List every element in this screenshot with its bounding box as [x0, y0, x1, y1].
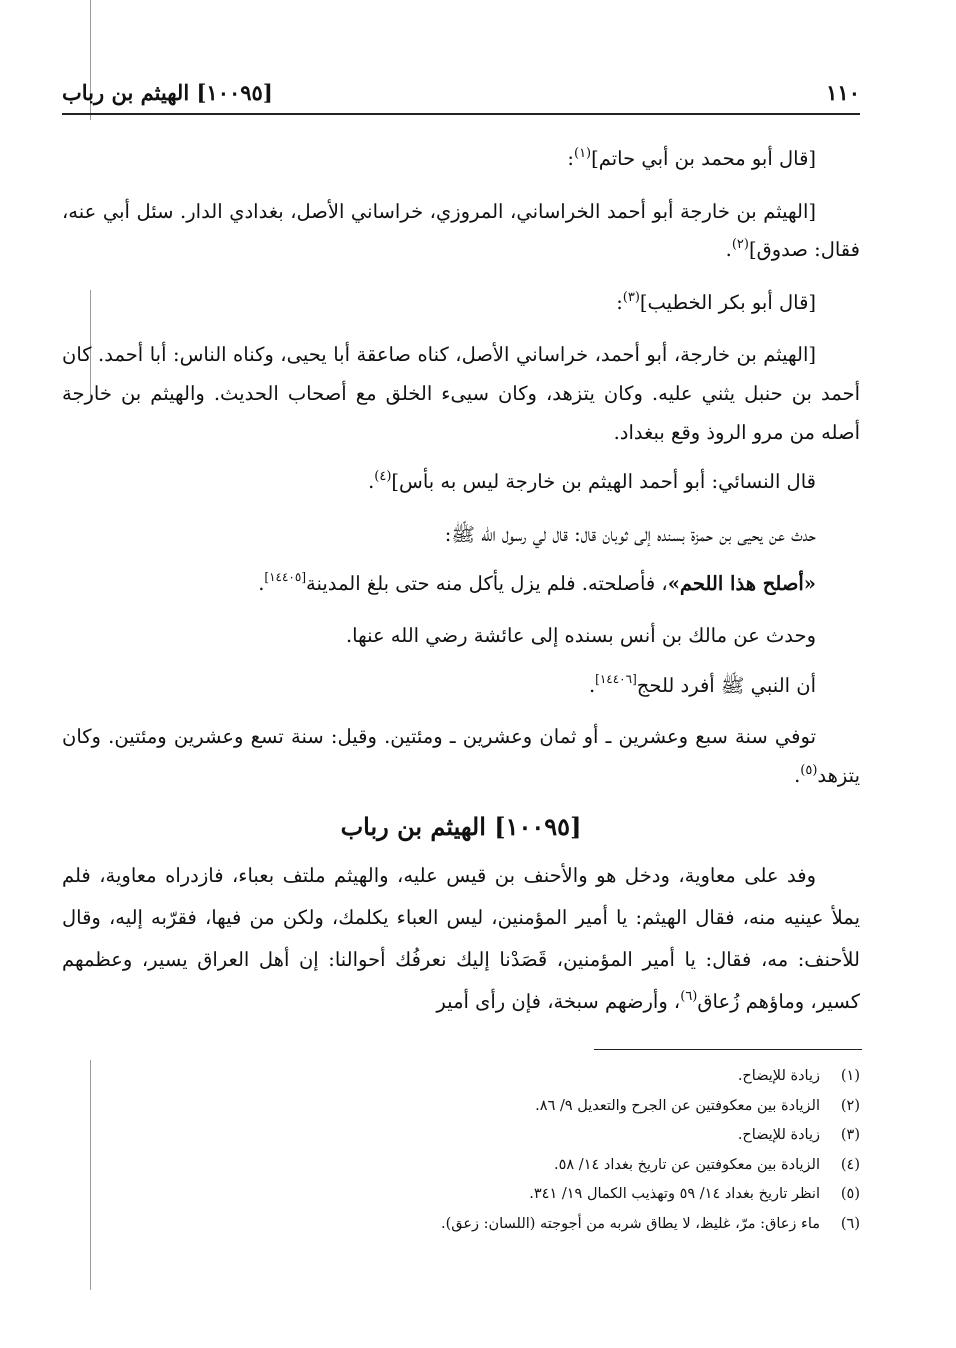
footnote [360, 1180, 860, 1210]
hadith-number: [١٤٤٠٥] [264, 570, 307, 585]
footnote-ref: (٤) [374, 469, 392, 485]
footnote-text: زيادة للإيضاح. [737, 1127, 820, 1143]
footnote-ref: (٣) [622, 289, 640, 305]
footnote-ref: (١) [573, 146, 592, 161]
section-title: [١٠٠٩٥] الهيثم بن رباب [340, 812, 582, 841]
footnote-text: الزيادة بين معكوفتين عن تاريخ بغداد ١٤/ ٥٨. [554, 1156, 820, 1173]
footnote [360, 1121, 860, 1151]
footnote-text: ماء زعاق: مرّ، غليظ، لا يطاق شربه من أجوجته (اللسان: زعق). [441, 1215, 820, 1232]
paragraph: وفد على معاوية، ودخل هو والأحنف بن قيس عليه، والهيثم ملتف بعباء، فازدراه معاوية، فلم يملأ عينيه منه، فقال الهيثم: يا أمير المؤمنين، ليس العباء يكلمك، ولكن من فيها، فقرّبه إليه، وقال للأحنف: مه، فقال: يا أمير المؤمنين، قَصَدْنا إليك نعرفُك أحوالنا: إن أهل العراق يسير، وعظمهم كسير، وماؤهم زُعاق$^{(٦)}$، وأرضهم سبخة، فإن رأى أمير [62, 864, 860, 1013]
footnote-number: (٢) [840, 1097, 860, 1114]
footnote-ref: (٥) [800, 762, 818, 778]
footnote [360, 1151, 860, 1181]
paragraph: [قال أبو محمد بن أبي حاتم]$^{(١)}$: [567, 146, 816, 170]
hadith-paragraph: «أصلح هذا اللحم»، فأصلحته. فلم يزل يأكل منه حتى بلغ المدينة[١٤٤٠٥]. [258, 570, 816, 596]
footnote-number: (٣) [840, 1127, 860, 1143]
footnote-ref: (٦) [680, 989, 698, 1004]
running-head: [١٠٠٩٥] الهيثم بن رباب [62, 80, 273, 105]
main-text [62, 140, 860, 809]
paragraph: حدث عن يحيى بن حمزة بسنده إلى ثوبان قال: قال لي رسول الله ﷺ: [444, 522, 816, 546]
footnote [360, 1210, 860, 1240]
page-header [62, 80, 860, 110]
paragraph: [الهيثم بن خارجة أبو أحمد الخراساني، المروزي، خراساني الأصل، بغدادي الدار. سئل أبي عنه، فقال: صدوق]$^{(٢)}$. [62, 199, 860, 262]
hadith-number: [١٤٤٠٦] [595, 671, 637, 686]
paragraph: قال النسائي: أبو أحمد الهيثم بن خارجة ليس به بأس]$^{(٤)}$. [368, 469, 816, 494]
hadith-quote: «أصلح هذا اللحم» [667, 572, 816, 596]
footnote-text: انظر تاريخ بغداد ١٤/ ٥٩ وتهذيب الكمال ١٩/ ٣٤١. [529, 1186, 820, 1202]
section-text [62, 855, 860, 1026]
page-number: ١١٠ [826, 80, 860, 105]
header-rule [62, 113, 860, 115]
footnote-number: (١) [840, 1068, 860, 1084]
paragraph: [قال أبو بكر الخطيب]$^{(٣)}$: [616, 289, 816, 314]
footnotes [360, 1062, 860, 1239]
footnote [360, 1062, 860, 1092]
scan-artifact-line [90, 1060, 91, 1290]
footnote-text: الزيادة بين معكوفتين عن الجرح والتعديل ٩/ ٨٦. [535, 1097, 820, 1114]
footnote-ref: (٢) [731, 237, 749, 253]
paragraph: وحدث عن مالك بن أنس بسنده إلى عائشة رضي الله عنها. [345, 623, 816, 647]
footnote-rule [594, 1049, 862, 1050]
footnote-number: (٥) [840, 1186, 860, 1202]
paragraph: [الهيثم بن خارجة، أبو أحمد، خراساني الأصل، كناه صاعقة أبا يحيى، وكناه الناس: أبا أحمد. كان أحمد بن حنبل يثني عليه. وكان يتزهد، وكان سيىء الخلق مع أصحاب الحديث. والهيثم بن خارجة أصله من مرو الروذ وقع ببغداد. [62, 343, 860, 444]
footnote-number: (٦) [840, 1215, 860, 1232]
footnote-text: زيادة للإيضاح. [737, 1068, 820, 1084]
paragraph: توفي سنة سبع وعشرين ـ أو ثمان وعشرين ـ ومئتين. وقيل: سنة تسع وعشرين ومئتين. وكان يتزهد$^{(٥)}$. [62, 725, 860, 787]
hadith-paragraph: أن النبي ﷺ أفرد للحج[١٤٤٠٦]. [588, 671, 816, 697]
footnote-number: (٤) [840, 1156, 860, 1173]
footnote [360, 1092, 860, 1122]
